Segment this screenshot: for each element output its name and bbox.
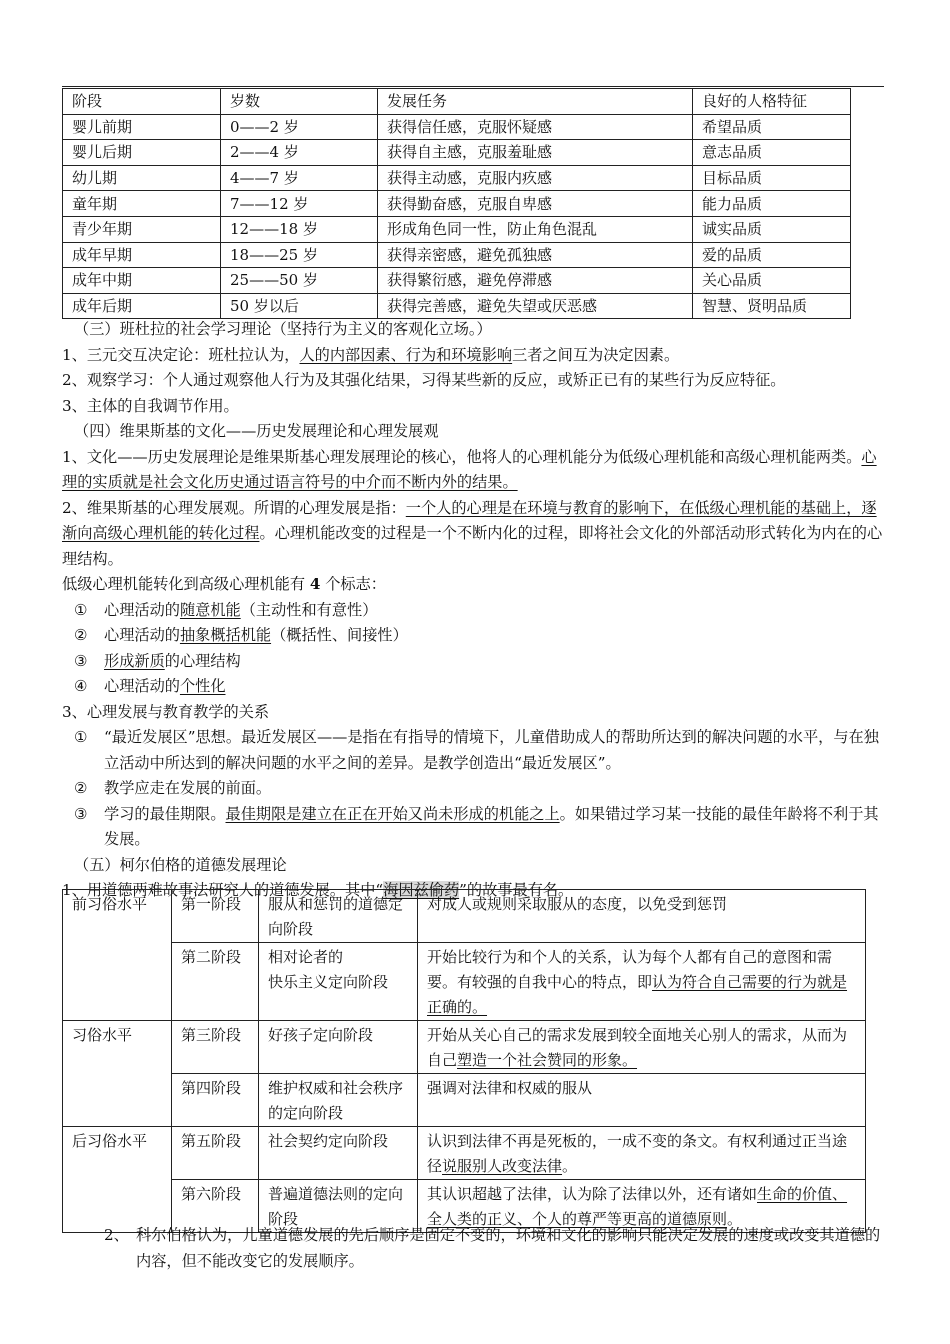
header-cell: 发展任务 [378, 89, 693, 115]
description-cell [418, 890, 866, 943]
text: 强调对法律和权威的服从 [427, 1079, 593, 1097]
stage-cell: 婴儿后期 [63, 140, 221, 166]
list-text [104, 598, 884, 624]
trait-cell: 能力品质 [693, 191, 851, 217]
list-text [104, 802, 884, 853]
list-item [62, 776, 884, 802]
table-row [63, 1074, 866, 1127]
stage-cell: 第六阶段 [172, 1180, 259, 1233]
underlined-text: 形成新质 [104, 651, 165, 670]
heading-text: （四）维果斯基的文化——历史发展理论和心理发展观 [74, 422, 439, 440]
vygotsky-point-3 [62, 572, 884, 598]
table-row [63, 114, 851, 140]
stage-cell: 成年早期 [63, 242, 221, 268]
top-rule [62, 86, 884, 87]
underlined-text: 认为符合自己需要的行为就是正确的。 [427, 973, 848, 1016]
text: 。如果错过学习某一技能的最佳年龄将不利于其发展。 [104, 804, 879, 848]
underlined-text: 说服别人改变法律 [442, 1157, 563, 1175]
list-item [104, 1222, 884, 1274]
table-header-row [63, 89, 851, 115]
task-cell: 获得繁衍感，避免停滞感 [378, 268, 693, 294]
vygotsky-point-2 [62, 496, 884, 573]
task-cell: 获得完善感，避免失望或厌恶感 [378, 293, 693, 319]
list-marker: ② [74, 779, 88, 797]
text: 的心理结构 [164, 651, 241, 670]
text: 三者之间互为决定因素。 [512, 345, 680, 364]
trait-cell: 希望品质 [693, 114, 851, 140]
underlined-text: 人的内部因素、行为和环境影响 [299, 345, 513, 364]
text: 开始比较行为和个人的关系，认为每个人都有自己的意图和需要。有较强的自我中心的特点，即 [427, 948, 833, 991]
text: 心理活动的 [104, 677, 180, 695]
list-marker: ③ [74, 804, 88, 823]
table-row [63, 165, 851, 191]
stage-cell: 第四阶段 [172, 1074, 259, 1127]
list-marker: ④ [74, 677, 88, 695]
age-cell: 4——7 岁 [221, 165, 378, 191]
list-marker: 2、 [104, 1226, 129, 1244]
heading-text: （三）班杜拉的社会学习理论（坚持行为主义的客观化立场。） [74, 320, 492, 338]
list-text [104, 674, 884, 700]
task-cell: 获得自主感，克服羞耻感 [378, 140, 693, 166]
age-cell: 7——12 岁 [221, 191, 378, 217]
text: 认识到法律不再是死板的，一成不变的条文。有权利通过正当途径 [427, 1132, 848, 1175]
kohlberg-point-2 [104, 1222, 884, 1274]
header-cell: 良好的人格特征 [693, 89, 851, 115]
list-item [62, 725, 884, 776]
text: 学习的最佳期限。 [104, 804, 226, 823]
trait-cell: 爱的品质 [693, 242, 851, 268]
stage-cell: 成年后期 [63, 293, 221, 319]
underlined-text: 抽象概括机能 [179, 626, 272, 644]
list-marker: ① [74, 728, 88, 746]
bandura-heading [62, 317, 884, 343]
list-marker: ① [74, 600, 88, 619]
task-cell: 形成角色同一性，防止角色混乱 [378, 216, 693, 242]
level-cell: 后习俗水平 [63, 1127, 172, 1233]
age-cell: 0——2 岁 [221, 114, 378, 140]
table-row [63, 191, 851, 217]
text: 心理活动的 [104, 626, 180, 644]
text: 。 [727, 1210, 743, 1228]
stage-cell: 第一阶段 [172, 890, 259, 943]
task-cell: 获得亲密感，避免孤独感 [378, 242, 693, 268]
age-cell: 50 岁以后 [221, 293, 378, 319]
text: “最近发展区”思想。最近发展区——是指在有指导的情境下，儿童借助成人的帮助所达到的解决问题的水平，与在独立活动中所达到的解决问题的水平之间的差异。是教学创造出“最近发展区”。 [104, 728, 879, 772]
text: （主动性和有意性） [240, 600, 378, 619]
description-cell [418, 1074, 866, 1127]
text: 。 [562, 1157, 578, 1175]
underlined-text: 生命的价值、全人类的正义、个人的尊严等更高的道德原则 [427, 1185, 848, 1228]
bandura-point-1 [62, 343, 884, 369]
list-text [104, 725, 884, 776]
list-item [62, 649, 884, 675]
task-cell: 获得勤奋感，克服自卑感 [378, 191, 693, 217]
header-cell: 阶段 [63, 89, 221, 115]
task-cell: 获得信任感，克服怀疑感 [378, 114, 693, 140]
age-cell: 2——4 岁 [221, 140, 378, 166]
age-cell: 18——25 岁 [221, 242, 378, 268]
level-cell: 习俗水平 [63, 1021, 172, 1127]
stage-cell: 第五阶段 [172, 1127, 259, 1180]
table-row [63, 293, 851, 319]
level-cell: 前习俗水平 [63, 890, 172, 1021]
list-marker: ③ [74, 651, 88, 670]
trait-cell: 智慧、贤明品质 [693, 293, 851, 319]
description-cell [418, 1127, 866, 1180]
stage-cell: 青少年期 [63, 216, 221, 242]
stage-name-cell: 相对论者的 快乐主义定向阶段 [259, 943, 418, 1021]
list-item [62, 674, 884, 700]
stage-cell: 成年中期 [63, 268, 221, 294]
vygotsky-point-1 [62, 445, 884, 496]
list-text [104, 776, 884, 802]
stage-cell: 婴儿前期 [63, 114, 221, 140]
table-row [63, 1021, 866, 1074]
task-cell: 获得主动感，克服内疚感 [378, 165, 693, 191]
bandura-point-3: 3、主体的自我调节作用。 [62, 396, 239, 415]
text: 个标志： [320, 575, 386, 593]
list-text [104, 623, 884, 649]
table-row [63, 268, 851, 294]
text: （概括性、间接性） [271, 626, 408, 644]
stage-name-cell: 服从和惩罚的道德定向阶段 [259, 890, 418, 943]
count-number: 4 [309, 575, 321, 593]
text: 1、文化——历史发展理论是维果斯基心理发展理论的核心，他将人的心理机能分为低级心理机能和高级心理机能两类。 [62, 447, 862, 466]
stage-name-cell: 好孩子定向阶段 [259, 1021, 418, 1074]
stage-cell: 第三阶段 [172, 1021, 259, 1074]
list-item [62, 802, 884, 853]
underlined-text: 个性化 [179, 677, 226, 695]
underlined-text: 最佳期限是建立在正在开始又尚未形成的机能之上 [225, 804, 560, 823]
vygotsky-heading [62, 419, 884, 445]
kohlberg-stage-table [62, 889, 866, 1233]
underlined-text: 心理的实质就是社会文化历史通过语言符号的中介而不断内外的结果。 [62, 447, 877, 491]
list-item [62, 623, 884, 649]
table-row [63, 943, 866, 1021]
list-text: 科尔伯格认为，儿童道德发展的先后顺序是固定不变的，环境和文化的影响只能决定发展的速度或改变其道德的内容，但不能改变它的发展顺序。 [136, 1226, 881, 1270]
text: 开始从关心自己的需求发展到较全面地关心别人的需求，从而为自己 [427, 1026, 848, 1069]
stage-name-cell: 社会契约定向阶段 [259, 1127, 418, 1180]
description-cell [418, 1021, 866, 1074]
table-row [63, 890, 866, 943]
vygotsky-point-4: 3、心理发展与教育教学的关系 [62, 702, 270, 721]
trait-cell: 诚实品质 [693, 216, 851, 242]
table-row [63, 216, 851, 242]
text: 教学应走在发展的前面。 [104, 779, 272, 797]
list-marker: ② [74, 626, 88, 644]
underlined-text: 随意机能 [179, 600, 241, 619]
age-cell: 25——50 岁 [221, 268, 378, 294]
trait-cell: 关心品质 [693, 268, 851, 294]
stage-cell: 童年期 [63, 191, 221, 217]
text: 对成人或规则采取服从的态度，以免受到惩罚 [427, 895, 728, 913]
underlined-text: 塑造一个社会赞同的形象。 [457, 1051, 638, 1069]
stage-cell: 第二阶段 [172, 943, 259, 1021]
document-body [62, 317, 884, 904]
highlighted-text: 海因兹偷药 [383, 881, 460, 899]
description-cell [418, 943, 866, 1021]
trait-cell: 意志品质 [693, 140, 851, 166]
bandura-point-2: 2、观察学习：个人通过观察他人行为及其强化结果，习得某些新的反应，或矫正已有的某些行为反应特征。 [62, 371, 786, 389]
underlined-text: 一个人的心理是在环境与教育的影响下，在低级心理机能的基础上，逐渐向高级心理机能的转化过程 [62, 498, 877, 542]
table-row [63, 140, 851, 166]
text: 低级心理机能转化到高级心理机能有 [62, 575, 310, 593]
stage-cell: 幼儿期 [63, 165, 221, 191]
stage-name-cell: 维护权威和社会秩序的定向阶段 [259, 1074, 418, 1127]
heading-text: （五）柯尔伯格的道德发展理论 [74, 855, 287, 874]
list-text [104, 649, 884, 675]
header-cell: 岁数 [221, 89, 378, 115]
table-row [63, 242, 851, 268]
age-cell: 12——18 岁 [221, 216, 378, 242]
list-item [62, 598, 884, 624]
kohlberg-heading [62, 853, 884, 879]
text: 其认识超越了法律，认为除了法律以外，还有诸如 [427, 1185, 758, 1203]
text: 心理活动的 [104, 600, 180, 619]
text: 1、三元交互决定论：班杜拉认为， [62, 345, 300, 364]
table-row [63, 1127, 866, 1180]
trait-cell: 目标品质 [693, 165, 851, 191]
text: 。心理机能改变的过程是一个不断内化的过程，即将社会文化的外部活动形式转化为内在的心理结构。 [62, 524, 883, 568]
text: 1、用道德两难故事法研究人的道德发展。其中“ [62, 881, 384, 899]
stage-name-cell: 普遍道德法则的定向阶段 [259, 1180, 418, 1233]
erikson-stage-table [62, 88, 851, 319]
text: 2、维果斯基的心理发展观。所谓的心理发展是指： [62, 498, 406, 517]
text: ”的故事最有名。 [459, 881, 574, 899]
